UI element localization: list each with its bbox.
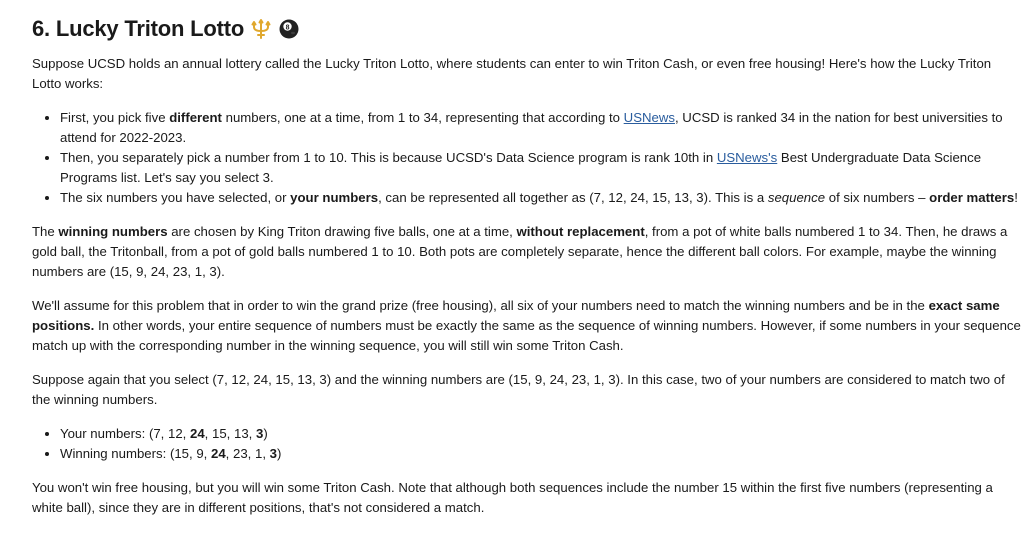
- example-paragraph: Suppose again that you select (7, 12, 24, 15, 13, 3) and the winning numbers are (15, 9, 24, 23, 1, 3). In this case, two of your numbers are considered to match two of the winning numbers.: [32, 372, 1005, 407]
- closing-paragraph: You won't win free housing, but you will win some Triton Cash. Note that although both sequences include the number 15 within the first five numbers (representing a white ball), since they are in different positions, that's not considered a match.: [32, 480, 993, 515]
- rules-list: [32, 108, 1024, 208]
- rule-text: Then, you separately pick a number from 1 to 10. This is because UCSD's Data Science program is rank 10th in: [60, 150, 717, 165]
- sequence-text: ): [263, 426, 268, 441]
- section-title-text: 6. Lucky Triton Lotto: [32, 16, 245, 41]
- rule-text: of six numbers –: [825, 190, 930, 205]
- rule-text: , can be represented all together as (7, 12, 24, 15, 13, 3). This is a: [378, 190, 768, 205]
- eight-ball-icon: [278, 18, 300, 40]
- emphasis-sequence: sequence: [767, 190, 826, 205]
- rule-text: !: [1014, 190, 1018, 205]
- emphasis-order-matters: order matters: [929, 190, 1015, 205]
- paragraph-text: are chosen by King Triton drawing five balls, one at a time,: [167, 224, 517, 239]
- your-numbers-item: [60, 424, 1024, 444]
- winning-numbers-item: [60, 444, 1024, 464]
- paragraph-text: , from a pot of white balls numbered 1 to 34. Then, he draws a gold ball, the Tritonball, from a pot of gold balls numbered 1 to 10. Both pots are completely separate, hence the different ball colors. For example, maybe the winning numbers are (15, 9, 24, 23, 1, 3).: [32, 224, 1008, 279]
- paragraph-text: We'll assume for this problem that in order to win the grand prize (free housing), all six of your numbers need to match the winning numbers and be in the: [32, 298, 929, 313]
- matched-number: 24: [211, 446, 226, 461]
- rule-item-sequence: [60, 188, 1024, 208]
- svg-text:8: 8: [285, 24, 290, 32]
- emphasis-without-replacement: without replacement: [516, 224, 645, 239]
- comparison-list: [32, 424, 1024, 464]
- grand-prize-paragraph: [32, 296, 1024, 356]
- matched-number: 24: [190, 426, 205, 441]
- matched-number: 3: [269, 446, 278, 461]
- intro-paragraph: Suppose UCSD holds an annual lottery called the Lucky Triton Lotto, where students can enter to win Triton Cash, or even free housing! Here's how the Lucky Triton Lotto works:: [32, 56, 992, 91]
- usnews-ds-link[interactable]: USNews's: [716, 150, 778, 165]
- trident-icon: [250, 18, 272, 40]
- rule-item-pick-one: [60, 148, 1024, 188]
- emphasis-winning-numbers: winning numbers: [58, 224, 168, 239]
- matched-number: 3: [256, 426, 264, 441]
- emphasis-different: different: [169, 110, 222, 125]
- paragraph-text: In other words, your entire sequence of numbers must be exactly the same as the sequence of winning numbers. However, if some numbers in your sequence match up with the corresponding number in the winning sequence, you will still win some Triton Cash.: [32, 318, 1021, 353]
- rule-text: , UCSD is ranked 34 in the nation for best universities to attend for 2022-2023.: [60, 110, 1003, 145]
- section-title: [32, 14, 1024, 44]
- winning-numbers-paragraph: [32, 222, 1024, 282]
- paragraph-text: The: [32, 224, 59, 239]
- rule-text: The six numbers you have selected, or: [60, 190, 291, 205]
- rule-text: numbers, one at a time, from 1 to 34, representing that according to: [221, 110, 624, 125]
- rule-text: Best Undergraduate Data Science Programs list. Let's say you select 3.: [60, 150, 982, 185]
- usnews-link[interactable]: USNews: [623, 110, 675, 125]
- rule-item-pick-five: [60, 108, 1024, 148]
- emphasis-your-numbers: your numbers: [290, 190, 379, 205]
- sequence-text: Your numbers: (7, 12,: [60, 426, 190, 441]
- rule-text: First, you pick five: [60, 110, 170, 125]
- sequence-text: , 15, 13,: [204, 426, 256, 441]
- sequence-text: ): [277, 446, 282, 461]
- sequence-text: , 23, 1,: [225, 446, 270, 461]
- sequence-text: Winning numbers: (15, 9,: [60, 446, 211, 461]
- emphasis-exact-positions: exact same positions.: [32, 298, 1000, 333]
